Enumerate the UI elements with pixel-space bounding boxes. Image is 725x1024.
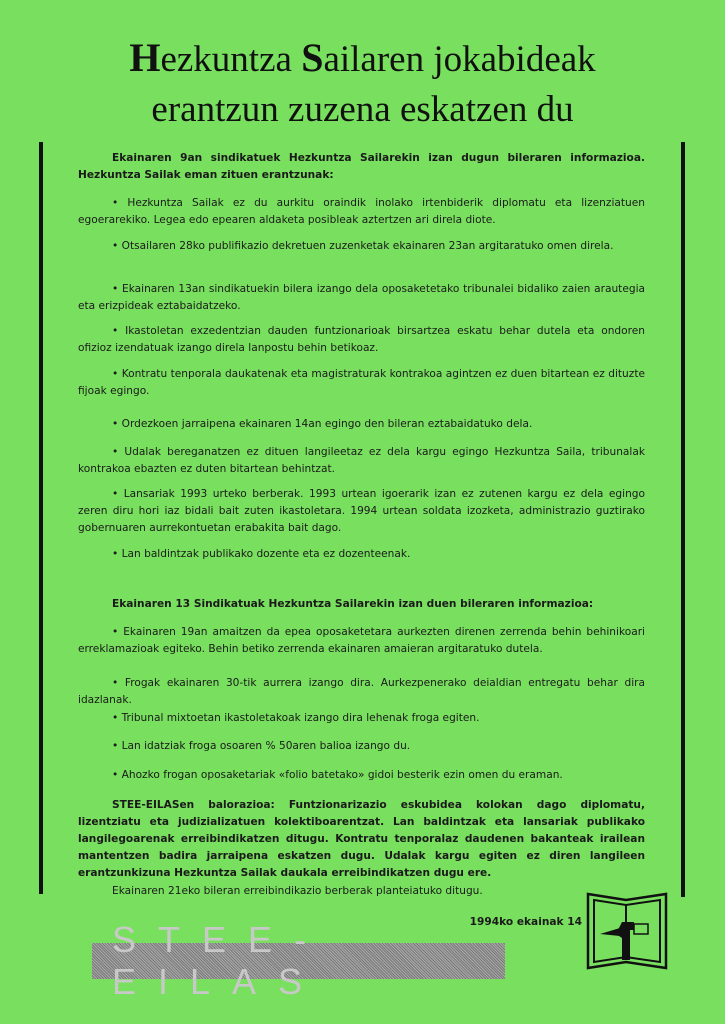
right-rule <box>681 142 685 897</box>
document-subtitle: erantzun zuzena eskatzen du <box>151 89 574 130</box>
title-initial: S <box>301 35 324 80</box>
list-item: • Otsailaren 28ko publifikazio dekretuen zuzenketak ekainaren 23an argitaratuko omen direla. <box>112 240 614 252</box>
list-item: • Hezkuntza Sailak ez du aurkitu oraindik inolako irtenbiderik diplomatu eta lizenziatuen egoerarekiko. Legea edo epearen aldaketa posibleak aztertzen ari direla diote. <box>78 197 645 226</box>
list-item: • Lansariak 1993 urteko berberak. 1993 urtean igoerarik izan ez zutenen kargu ez dela egingo zeren diru hori iaz bidali bait zuten ikastoletara. 1994 urtean soldata izozketa, administrazio guztirako gobernuaren aurrekontuetan erabakita bait dago. <box>78 488 645 534</box>
banner-text: STEE-EILAS <box>112 919 329 1002</box>
list-item: • Lan idatziak froga osoaren % 50aren balioa izango du. <box>112 740 411 752</box>
union-logo-icon <box>586 892 668 970</box>
document-date: 1994ko ekainak 14 <box>469 916 582 928</box>
organization-banner <box>92 919 505 1002</box>
title-initial: H <box>129 35 161 80</box>
list-item: • Ekainaren 19an amaitzen da epea oposaketetara aurkezten direnen zerrenda behin behinikoari erreklamazioak egiteko. Behin betiko zerrenda ekainaren amaieran argitaratuko dutela. <box>78 626 645 655</box>
list-item: • Frogak ekainaren 30-tik aurrera izango dira. Aurkezpenerako deialdian entregatu behar dira idazlanak. <box>78 677 645 706</box>
document-title <box>0 36 725 82</box>
title-text: ailaren jokabideak <box>323 39 596 80</box>
section2-heading: Ekainaren 13 Sindikatuak Hezkuntza Sailarekin izan duen bileraren informazioa: <box>112 598 594 610</box>
list-item: • Ordezkoen jarraipena ekainaren 14an egingo den bileran eztabaidatuko dela. <box>112 418 533 430</box>
list-item: • Kontratu tenporala daukatenak eta magistraturak kontrakoa agintzen ez duen bitartean ez dituzte fijoak egingo. <box>78 368 645 397</box>
list-item: • Ikastoletan exzedentzian dauden funtzionarioak birsartzea eskatu behar dutela eta ondoren ofizioz izendatuak izango direla lanpostu behin betikoaz. <box>78 325 645 354</box>
assessment-paragraph: STEE-EILASen balorazioa: Funtzionarizazio eskubidea kolokan dago diplomatu, lizentziatu eta judizializatuen kolektiboarentzat. Lan baldintzak eta lansariak publikako langilegoarenak erreibindikatzen ditugu. Kontratu tenporalaz daudenen bakanteak irailean mantentzen badira jarraipena eskatzen dugu. Udalak kargu egiten ez diren langileen erantzunkizuna Hezkuntza Sailak daukala erreibindikatzen dugu ere. <box>78 799 645 879</box>
list-item: • Ahozko frogan oposaketariak «folio batetako» gidoi besterik ezin omen du eraman. <box>112 769 563 781</box>
list-item: • Tribunal mixtoetan ikastoletakoak izango dira lehenak froga egiten. <box>112 712 480 724</box>
list-item: • Ekainaren 13an sindikatuekin bilera izango dela oposaketetako tribunalei bidaliko zaien arautegia eta erizpideak eztabaidatzeko. <box>78 283 645 312</box>
title-text: ezkuntza <box>160 39 302 80</box>
section1-heading: Ekainaren 9an sindikatuek Hezkuntza Sailarekin izan dugun bileraren informazioa. Hezkuntza Sailak eman zituen erantzunak: <box>78 152 645 181</box>
closing-paragraph: Ekainaren 21eko bileran erreibindikazio berberak planteiatuko ditugu. <box>112 885 483 897</box>
left-rule <box>39 142 43 894</box>
list-item: • Lan baldintzak publikako dozente eta ez dozenteenak. <box>112 548 411 560</box>
list-item: • Udalak bereganatzen ez dituen langileetaz ez dela kargu egingo Hezkuntza Saila, tribunalak kontrakoa ebazten ez duten bitartean behintzat. <box>78 446 645 475</box>
